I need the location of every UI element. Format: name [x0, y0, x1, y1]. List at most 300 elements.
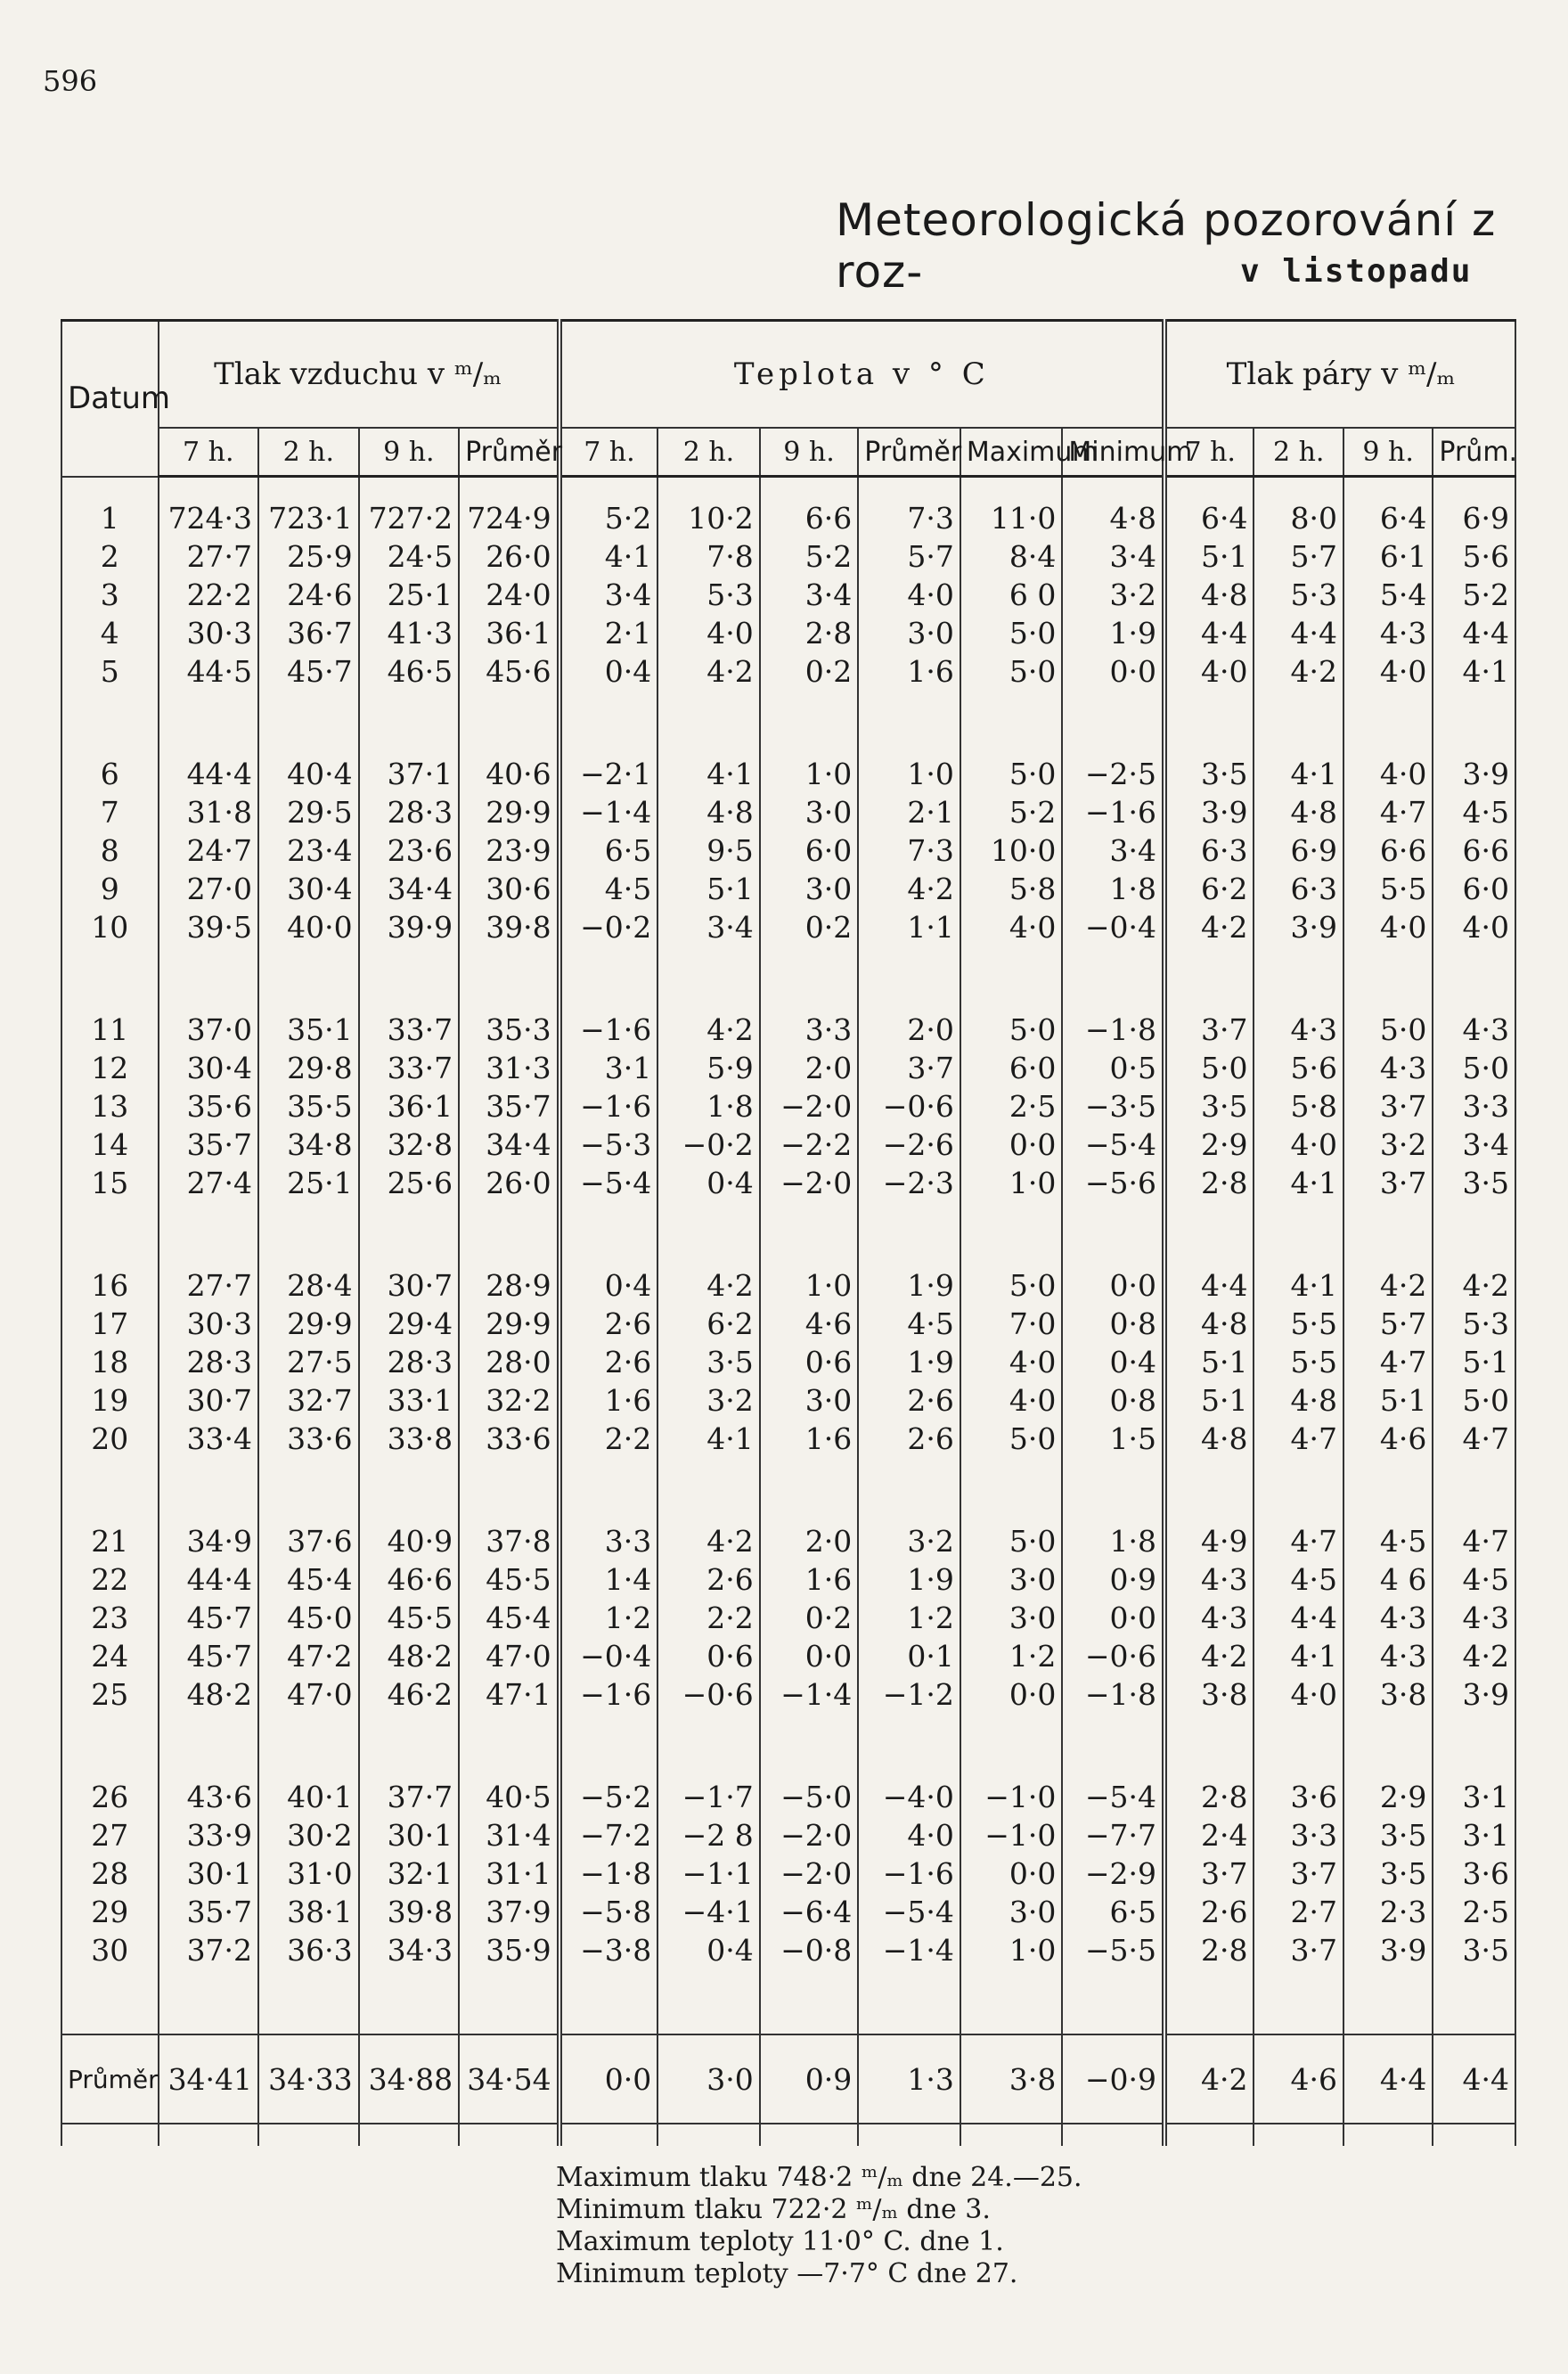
date-cell: 19: [61, 1381, 159, 1420]
value-cell: −5·4: [1062, 1778, 1164, 1816]
spacer-cell: [159, 477, 259, 500]
date-cell: 16: [61, 1266, 159, 1305]
value-cell: 4·3: [1254, 1011, 1343, 1049]
spacer-cell: [657, 691, 760, 755]
spacer-cell: [960, 2124, 1063, 2146]
value-cell: 7·3: [858, 499, 960, 537]
spacer-cell: [858, 691, 960, 755]
value-cell: 0·0: [960, 1675, 1063, 1714]
value-cell: 4·0: [1254, 1126, 1343, 1164]
value-cell: 3·2: [1062, 576, 1164, 614]
value-cell: 3·1: [559, 1049, 658, 1087]
value-cell: 4·4: [1254, 614, 1343, 652]
col-header: Prům.: [1433, 428, 1515, 477]
footnote-pressure-max: Maximum tlaku 748·2 ᵐ/ₘ dne 24.—25.: [556, 2162, 1082, 2193]
value-cell: −2·1: [559, 755, 658, 793]
value-cell: 34·4: [359, 870, 460, 908]
spacer-cell: [359, 1714, 460, 1778]
spacer-cell: [960, 1458, 1063, 1522]
value-cell: 44·4: [159, 1560, 259, 1599]
value-cell: 4·3: [1164, 1599, 1254, 1637]
value-cell: 4·9: [1164, 1522, 1254, 1560]
spacer-cell: [61, 1202, 159, 1266]
value-cell: 2·6: [559, 1305, 658, 1343]
value-cell: 4·1: [559, 537, 658, 576]
spacer-cell: [258, 946, 359, 1011]
value-cell: 4·0: [960, 908, 1063, 946]
value-cell: 32·1: [359, 1854, 460, 1893]
value-cell: 7·0: [960, 1305, 1063, 1343]
spacer-cell: [359, 691, 460, 755]
value-cell: 39·8: [459, 908, 559, 946]
value-cell: 5·0: [1343, 1011, 1433, 1049]
value-cell: 1·9: [858, 1560, 960, 1599]
value-cell: 6·0: [1433, 870, 1515, 908]
value-cell: 0·1: [858, 1637, 960, 1675]
spacer-cell: [1164, 1202, 1254, 1266]
spacer-cell: [159, 946, 259, 1011]
group-header-row: [61, 321, 1515, 429]
date-cell: 10: [61, 908, 159, 946]
value-cell: 4·7: [1343, 793, 1433, 831]
value-cell: 9·5: [657, 831, 760, 870]
col-header: 2 h.: [258, 428, 359, 477]
value-cell: 4·5: [559, 870, 658, 908]
value-cell: 4·2: [657, 1266, 760, 1305]
value-cell: 4·8: [1062, 499, 1164, 537]
value-cell: 4·2: [1164, 908, 1254, 946]
value-cell: 4·2: [657, 652, 760, 691]
value-cell: 4·1: [657, 1420, 760, 1458]
value-cell: 35·9: [459, 1931, 559, 1969]
spacer-cell: [359, 2124, 460, 2146]
value-cell: 27·7: [159, 1266, 259, 1305]
value-cell: 4·0: [1343, 652, 1433, 691]
value-cell: 4·0: [960, 1343, 1063, 1381]
value-cell: 28·3: [359, 793, 460, 831]
value-cell: 4·0: [960, 1381, 1063, 1420]
value-cell: 6·5: [1062, 1893, 1164, 1931]
value-cell: 47·1: [459, 1675, 559, 1714]
observation-table: [61, 319, 1516, 2146]
table-row: [61, 1816, 1515, 1854]
value-cell: 0·0: [960, 1126, 1063, 1164]
value-cell: 35·7: [459, 1087, 559, 1126]
table-row: [61, 1854, 1515, 1893]
spacer-cell: [657, 1714, 760, 1778]
value-cell: 40·6: [459, 755, 559, 793]
value-cell: 3·2: [1343, 1126, 1433, 1164]
value-cell: 29·9: [459, 793, 559, 831]
date-cell: 5: [61, 652, 159, 691]
value-cell: 28·4: [258, 1266, 359, 1305]
value-cell: 29·4: [359, 1305, 460, 1343]
value-cell: −1·6: [858, 1854, 960, 1893]
value-cell: 47·0: [459, 1637, 559, 1675]
value-cell: 24·6: [258, 576, 359, 614]
value-cell: 4·2: [657, 1522, 760, 1560]
table-row: [61, 1778, 1515, 1816]
spacer-cell: [1343, 946, 1433, 1011]
pressure-header: Tlak vzduchu v ᵐ/ₘ: [159, 321, 559, 429]
spacer-cell: [1254, 477, 1343, 500]
value-cell: 0·2: [760, 908, 859, 946]
spacer-cell: [657, 1202, 760, 1266]
value-cell: 6·0: [960, 1049, 1063, 1087]
value-cell: 31·3: [459, 1049, 559, 1087]
value-cell: 27·4: [159, 1164, 259, 1202]
date-cell: 24: [61, 1637, 159, 1675]
value-cell: 3·4: [760, 576, 859, 614]
value-cell: 4·6: [1343, 1420, 1433, 1458]
value-cell: 4·1: [1254, 1637, 1343, 1675]
value-cell: 35·1: [258, 1011, 359, 1049]
spacer-cell: [960, 477, 1063, 500]
value-cell: 5·0: [960, 1266, 1063, 1305]
value-cell: 3·8: [960, 2034, 1063, 2124]
value-cell: 3·5: [657, 1343, 760, 1381]
value-cell: −1·4: [760, 1675, 859, 1714]
value-cell: 5·1: [1164, 1381, 1254, 1420]
value-cell: 2·1: [559, 614, 658, 652]
value-cell: 1·0: [760, 755, 859, 793]
value-cell: 33·8: [359, 1420, 460, 1458]
value-cell: 32·7: [258, 1381, 359, 1420]
value-cell: −0·6: [657, 1675, 760, 1714]
value-cell: 2·1: [858, 793, 960, 831]
value-cell: 4·0: [1433, 908, 1515, 946]
value-cell: 46·6: [359, 1560, 460, 1599]
spacer-cell: [760, 1202, 859, 1266]
value-cell: 3·1: [1433, 1778, 1515, 1816]
value-cell: −0·8: [760, 1931, 859, 1969]
value-cell: 3·7: [1164, 1854, 1254, 1893]
value-cell: 3·0: [657, 2034, 760, 2124]
spacer-cell: [61, 691, 159, 755]
table-row: [61, 1599, 1515, 1637]
spacer-cell: [760, 691, 859, 755]
value-cell: 2·6: [858, 1420, 960, 1458]
spacer-cell: [1433, 1458, 1515, 1522]
value-cell: 3·9: [1433, 755, 1515, 793]
spacer-cell: [459, 1969, 559, 2034]
spacer-cell: [1433, 1714, 1515, 1778]
value-cell: 6·6: [1433, 831, 1515, 870]
value-cell: 4·8: [1254, 793, 1343, 831]
value-cell: 3·4: [1433, 1126, 1515, 1164]
value-cell: −1·6: [559, 1675, 658, 1714]
value-cell: 38·1: [258, 1893, 359, 1931]
spacer-cell: [1343, 2124, 1433, 2146]
value-cell: 34·41: [159, 2034, 259, 2124]
page-subtitle: v listopadu: [1240, 253, 1473, 290]
value-cell: 29·5: [258, 793, 359, 831]
spacer-cell: [1164, 477, 1254, 500]
value-cell: 5·1: [1164, 1343, 1254, 1381]
value-cell: −2·0: [760, 1816, 859, 1854]
spacer-cell: [760, 1458, 859, 1522]
value-cell: 2·5: [1433, 1893, 1515, 1931]
datum-header: Datum: [61, 321, 159, 477]
footnotes: [556, 2162, 1082, 2290]
value-cell: −2·5: [1062, 755, 1164, 793]
spacer-cell: [1164, 2124, 1254, 2146]
col-header: Minimum: [1062, 428, 1164, 477]
value-cell: 30·4: [159, 1049, 259, 1087]
mean-row: [61, 2034, 1515, 2124]
value-cell: 5·0: [960, 1011, 1063, 1049]
value-cell: 40·5: [459, 1778, 559, 1816]
value-cell: 5·0: [960, 614, 1063, 652]
value-cell: 3·4: [1062, 831, 1164, 870]
value-cell: 7·8: [657, 537, 760, 576]
value-cell: 2·3: [1343, 1893, 1433, 1931]
date-cell: 13: [61, 1087, 159, 1126]
value-cell: 4·4: [1343, 2034, 1433, 2124]
date-cell: 28: [61, 1854, 159, 1893]
value-cell: 27·5: [258, 1343, 359, 1381]
value-cell: 45·6: [459, 652, 559, 691]
spacer-cell: [1433, 1202, 1515, 1266]
value-cell: −0·2: [657, 1126, 760, 1164]
spacer-cell: [258, 1458, 359, 1522]
value-cell: 4·2: [1164, 1637, 1254, 1675]
value-cell: 2·0: [760, 1522, 859, 1560]
value-cell: 40·0: [258, 908, 359, 946]
value-cell: 4·2: [1164, 2034, 1254, 2124]
value-cell: 3·0: [858, 614, 960, 652]
value-cell: 6·1: [1343, 537, 1433, 576]
value-cell: 40·9: [359, 1522, 460, 1560]
value-cell: 727·2: [359, 499, 460, 537]
value-cell: 34·3: [359, 1931, 460, 1969]
spacer-cell: [459, 691, 559, 755]
table-row: [61, 1126, 1515, 1164]
value-cell: −5·5: [1062, 1931, 1164, 1969]
value-cell: 3·6: [1433, 1854, 1515, 1893]
value-cell: 5·0: [960, 755, 1063, 793]
spacer-cell: [858, 1714, 960, 1778]
value-cell: 3·5: [1164, 755, 1254, 793]
value-cell: −7·7: [1062, 1816, 1164, 1854]
spacer-cell: [1254, 1969, 1343, 2034]
value-cell: 25·1: [258, 1164, 359, 1202]
value-cell: 4·6: [1254, 2034, 1343, 2124]
spacer-cell: [359, 1458, 460, 1522]
value-cell: 36·1: [359, 1087, 460, 1126]
value-cell: −2·0: [760, 1164, 859, 1202]
value-cell: 45·7: [159, 1599, 259, 1637]
table-row: [61, 1637, 1515, 1675]
table-row: [61, 1522, 1515, 1560]
value-cell: 44·5: [159, 652, 259, 691]
value-cell: 37·8: [459, 1522, 559, 1560]
value-cell: 23·4: [258, 831, 359, 870]
value-cell: 25·1: [359, 576, 460, 614]
value-cell: 4·0: [1343, 908, 1433, 946]
value-cell: −1·7: [657, 1778, 760, 1816]
spacer-cell: [559, 691, 658, 755]
date-cell: 20: [61, 1420, 159, 1458]
spacer-cell: [258, 2124, 359, 2146]
value-cell: 4·7: [1433, 1522, 1515, 1560]
value-cell: −2·2: [760, 1126, 859, 1164]
value-cell: −1·2: [858, 1675, 960, 1714]
spacer-cell: [1343, 1714, 1433, 1778]
value-cell: 3·7: [1343, 1164, 1433, 1202]
spacer-cell: [1062, 946, 1164, 1011]
value-cell: 5·3: [657, 576, 760, 614]
value-cell: 5·5: [1343, 870, 1433, 908]
value-cell: 31·0: [258, 1854, 359, 1893]
value-cell: 37·6: [258, 1522, 359, 1560]
table-row: [61, 1893, 1515, 1931]
value-cell: −5·0: [760, 1778, 859, 1816]
table-row: [61, 1049, 1515, 1087]
value-cell: 3·8: [1164, 1675, 1254, 1714]
value-cell: 724·3: [159, 499, 259, 537]
value-cell: 1·9: [858, 1343, 960, 1381]
spacer-cell: [459, 1458, 559, 1522]
value-cell: 33·4: [159, 1420, 259, 1458]
value-cell: 45·4: [258, 1560, 359, 1599]
value-cell: 8·0: [1254, 499, 1343, 537]
value-cell: 4·8: [1164, 1305, 1254, 1343]
table-row: [61, 537, 1515, 576]
date-cell: 30: [61, 1931, 159, 1969]
value-cell: 4·5: [1343, 1522, 1433, 1560]
value-cell: 34·8: [258, 1126, 359, 1164]
spacer-cell: [1254, 1714, 1343, 1778]
value-cell: 2·8: [760, 614, 859, 652]
spacer-cell: [159, 691, 259, 755]
value-cell: 33·7: [359, 1011, 460, 1049]
value-cell: 3·7: [1254, 1931, 1343, 1969]
value-cell: 28·0: [459, 1343, 559, 1381]
date-cell: 26: [61, 1778, 159, 1816]
value-cell: −2·0: [760, 1854, 859, 1893]
value-cell: 5·6: [1433, 537, 1515, 576]
value-cell: −1·1: [657, 1854, 760, 1893]
value-cell: 4·0: [1343, 755, 1433, 793]
value-cell: 26·0: [459, 1164, 559, 1202]
spacer-cell: [1164, 691, 1254, 755]
value-cell: 23·6: [359, 831, 460, 870]
col-header: 9 h.: [1343, 428, 1433, 477]
date-cell: 9: [61, 870, 159, 908]
value-cell: 6 0: [960, 576, 1063, 614]
table-row: [61, 831, 1515, 870]
spacer-cell: [657, 1458, 760, 1522]
value-cell: 4·5: [1433, 793, 1515, 831]
value-cell: 5·1: [1433, 1343, 1515, 1381]
spacer-cell: [459, 477, 559, 500]
table-row: [61, 1266, 1515, 1305]
value-cell: 5·9: [657, 1049, 760, 1087]
spacer-cell: [760, 477, 859, 500]
value-cell: 27·0: [159, 870, 259, 908]
value-cell: 3·3: [559, 1522, 658, 1560]
spacer-cell: [258, 691, 359, 755]
value-cell: 3·3: [760, 1011, 859, 1049]
value-cell: −1·8: [559, 1854, 658, 1893]
value-cell: 5·7: [1343, 1305, 1433, 1343]
table-row: [61, 1164, 1515, 1202]
value-cell: 2·9: [1164, 1126, 1254, 1164]
value-cell: 4·1: [1254, 755, 1343, 793]
value-cell: 37·7: [359, 1778, 460, 1816]
spacer-cell: [559, 1969, 658, 2034]
value-cell: 0·4: [657, 1931, 760, 1969]
spacer-cell: [1433, 2124, 1515, 2146]
col-header: Průměr: [858, 428, 960, 477]
date-cell: 6: [61, 755, 159, 793]
spacer-cell: [858, 1458, 960, 1522]
value-cell: 1·1: [858, 908, 960, 946]
spacer-cell: [159, 1458, 259, 1522]
value-cell: 33·6: [258, 1420, 359, 1458]
value-cell: −0·4: [1062, 908, 1164, 946]
spacer-cell: [760, 2124, 859, 2146]
value-cell: 0·9: [760, 2034, 859, 2124]
value-cell: 32·2: [459, 1381, 559, 1420]
value-cell: 4·2: [657, 1011, 760, 1049]
value-cell: −3·8: [559, 1931, 658, 1969]
spacer-cell: [1343, 691, 1433, 755]
col-header: Maximum: [960, 428, 1063, 477]
value-cell: −4·1: [657, 1893, 760, 1931]
value-cell: 4·2: [1433, 1266, 1515, 1305]
value-cell: −1·6: [559, 1011, 658, 1049]
col-header: 7 h.: [559, 428, 658, 477]
spacer-cell: [960, 1202, 1063, 1266]
value-cell: 6·3: [1164, 831, 1254, 870]
value-cell: 37·0: [159, 1011, 259, 1049]
table-row: [61, 793, 1515, 831]
value-cell: 4·3: [1164, 1560, 1254, 1599]
value-cell: 5·0: [1433, 1381, 1515, 1420]
value-cell: 34·33: [258, 2034, 359, 2124]
value-cell: 3·5: [1433, 1164, 1515, 1202]
value-cell: 37·1: [359, 755, 460, 793]
value-cell: 36·1: [459, 614, 559, 652]
value-cell: 4·0: [657, 614, 760, 652]
value-cell: 4·4: [1433, 2034, 1515, 2124]
value-cell: 1·2: [960, 1637, 1063, 1675]
date-cell: 3: [61, 576, 159, 614]
spacer-cell: [559, 1714, 658, 1778]
value-cell: 4·4: [1254, 1599, 1343, 1637]
value-cell: 4·7: [1433, 1420, 1515, 1458]
value-cell: 4·3: [1433, 1599, 1515, 1637]
value-cell: 34·54: [459, 2034, 559, 2124]
value-cell: 3·5: [1343, 1854, 1433, 1893]
value-cell: 35·7: [159, 1126, 259, 1164]
value-cell: 1·9: [858, 1266, 960, 1305]
value-cell: 48·2: [359, 1637, 460, 1675]
value-cell: 1·0: [960, 1164, 1063, 1202]
value-cell: 0·8: [1062, 1305, 1164, 1343]
value-cell: 4·8: [1164, 576, 1254, 614]
value-cell: 40·1: [258, 1778, 359, 1816]
spacer-cell: [760, 1969, 859, 2034]
value-cell: 3·7: [1343, 1087, 1433, 1126]
value-cell: 6·3: [1254, 870, 1343, 908]
value-cell: 10·2: [657, 499, 760, 537]
value-cell: 46·5: [359, 652, 460, 691]
value-cell: 5·8: [1254, 1087, 1343, 1126]
value-cell: 4·5: [858, 1305, 960, 1343]
